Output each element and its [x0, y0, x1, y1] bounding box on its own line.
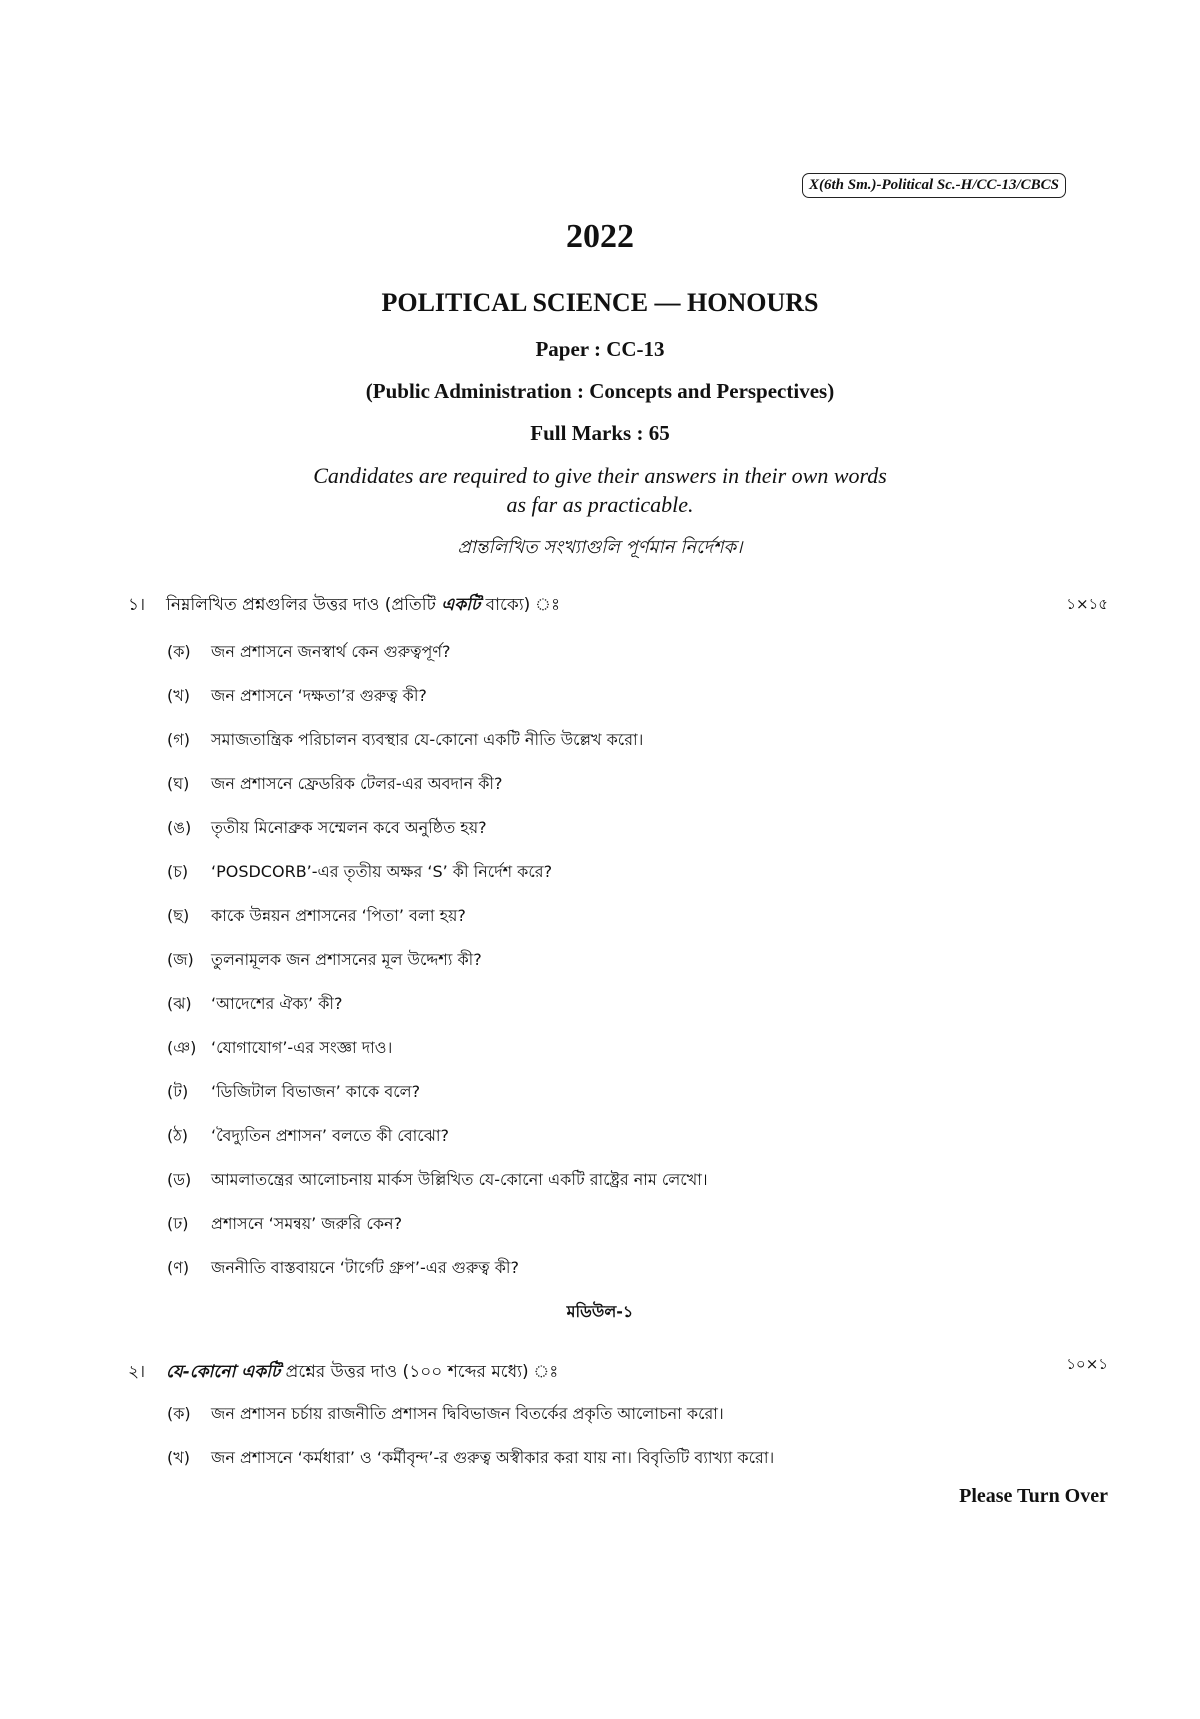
instruction-line-1: Candidates are required to give their answers in their own words — [313, 463, 887, 488]
q1-item-text: জন প্রশাসনে ‘দক্ষতা’র গুরুত্ব কী? — [211, 686, 427, 705]
q1-item-text: ‘ডিজিটাল বিভাজন’ কাকে বলে? — [211, 1082, 421, 1101]
q1-item-label: (গ) — [167, 730, 190, 749]
q1-item-label: (চ) — [167, 862, 189, 881]
q2-item-text: জন প্রশাসন চর্চায় রাজনীতি প্রশাসন দ্বিবিভাজন বিতর্কের প্রকৃতি আলোচনা করো। — [211, 1404, 724, 1423]
q1-item-chha — [167, 903, 466, 930]
subject-title: POLITICAL SCIENCE — HONOURS — [381, 288, 819, 317]
q1-item-label: (ছ) — [167, 906, 190, 925]
question-1-heading — [128, 592, 560, 620]
question-2-marks: ১০×১ — [1066, 1355, 1108, 1373]
paper-code-box: X(6th Sm.)-Political Sc.-H/CC-13/CBCS — [802, 173, 1066, 198]
q1-item-label: (ক) — [167, 642, 191, 661]
q1-item-kha — [167, 683, 427, 710]
q2-item-text: জন প্রশাসনে ‘কর্মধারা’ ও ‘কর্মীবৃন্দ’-র গুরুত্ব অস্বীকার করা যায় না। বিবৃতিটি ব্যাখ্যা করো। — [211, 1448, 775, 1467]
q1-item-label: (ঠ) — [167, 1126, 189, 1145]
instruction-line-2: as far as practicable. — [506, 492, 694, 517]
question-2-text-after: প্রশ্নের উত্তর দাও (১০০ শব্দের মধ্যে) ঃ — [280, 1362, 559, 1382]
q2-item-label: (ক) — [167, 1404, 191, 1423]
q1-item-ja — [167, 947, 482, 974]
question-1-number: ১। — [128, 595, 146, 615]
q1-item-text: ‘যোগাযোগ’-এর সংজ্ঞা দাও। — [211, 1038, 393, 1057]
q1-item-text: জননীতি বাস্তবায়নে ‘টার্গেট গ্রুপ’-এর গুরুত্ব কী? — [211, 1258, 519, 1277]
exam-year: 2022 — [566, 218, 634, 255]
q1-item-label: (ড) — [167, 1170, 192, 1189]
paper-title: (Public Administration : Concepts and Perspectives) — [365, 379, 835, 403]
question-1-marks: ১×১৫ — [1066, 595, 1108, 613]
q1-item-text: ‘বৈদ্যুতিন প্রশাসন’ বলতে কী বোঝো? — [211, 1126, 449, 1145]
q1-item-text: সমাজতান্ত্রিক পরিচালন ব্যবস্থার যে-কোনো একটি নীতি উল্লেখ করো। — [211, 730, 644, 749]
q1-item-cha — [167, 859, 552, 886]
q2-item-kha — [167, 1445, 774, 1472]
q1-item-label: (জ) — [167, 950, 194, 969]
q1-item-label: (ঘ) — [167, 774, 190, 793]
q1-item-tha — [167, 1123, 449, 1150]
q1-item-label: (ঞ) — [167, 1038, 197, 1057]
question-1-text-bold: একটি — [441, 595, 481, 615]
q1-item-na — [167, 1255, 519, 1282]
question-2-heading — [128, 1359, 558, 1387]
please-turn-over: Please Turn Over — [959, 1485, 1108, 1507]
q1-item-text: ‘আদেশের ঐক্য’ কী? — [211, 994, 343, 1013]
paper-label: Paper : CC-13 — [535, 337, 665, 361]
q1-item-text: প্রশাসনে ‘সমন্বয়’ জরুরি কেন? — [211, 1214, 403, 1233]
question-2-text-bold: যে-কোনো একটি — [166, 1362, 281, 1382]
q1-item-text: জন প্রশাসনে জনস্বার্থ কেন গুরুত্বপূর্ণ? — [211, 642, 451, 661]
q1-item-label: (ট) — [167, 1082, 189, 1101]
q1-item-text: আমলাতন্ত্রের আলোচনায় মার্কস উল্লিখিত যে-কোনো একটি রাষ্ট্রের নাম লেখো। — [211, 1170, 708, 1189]
q1-item-label: (ঝ) — [167, 994, 192, 1013]
module-heading: মডিউল-১ — [566, 1302, 634, 1321]
q1-item-text: কাকে উন্নয়ন প্রশাসনের ‘পিতা’ বলা হয়? — [211, 906, 466, 925]
q1-item-da — [167, 1167, 708, 1194]
q1-item-uma — [167, 815, 487, 842]
instruction-bengali: প্রান্তলিখিত সংখ্যাগুলি পূর্ণমান নির্দেশক। — [457, 537, 743, 558]
q1-item-text: জন প্রশাসনে ফ্রেডরিক টেলর-এর অবদান কী? — [211, 774, 503, 793]
q2-item-ka — [167, 1401, 724, 1428]
q1-item-text: তুলনামূলক জন প্রশাসনের মূল উদ্দেশ্য কী? — [211, 950, 482, 969]
q1-item-ta — [167, 1079, 420, 1106]
q1-item-label: (ঢ) — [167, 1214, 189, 1233]
q1-item-gha — [167, 771, 502, 798]
question-1-text-before: নিম্নলিখিত প্রশ্নগুলির উত্তর দাও (প্রতিটি — [166, 595, 442, 615]
q1-item-label: (ণ) — [167, 1258, 190, 1277]
q1-item-label: (খ) — [167, 686, 190, 705]
question-1-text-after: বাক্যে) ঃ — [480, 595, 561, 615]
q1-item-nya — [167, 1035, 392, 1062]
q1-item-jha — [167, 991, 343, 1018]
q1-item-dha — [167, 1211, 402, 1238]
q1-item-text: তৃতীয় মিনোব্রুক সম্মেলন কবে অনুষ্ঠিত হয়? — [211, 818, 487, 837]
q2-item-label: (খ) — [167, 1448, 190, 1467]
q1-item-text: ‘POSDCORB’-এর তৃতীয় অক্ষর ‘S’ কী নির্দেশ করে? — [211, 862, 553, 881]
question-2-number: ২। — [128, 1362, 146, 1382]
q1-item-label: (ঙ) — [167, 818, 192, 837]
q1-item-ga — [167, 727, 643, 754]
q1-item-ka — [167, 639, 451, 666]
full-marks: Full Marks : 65 — [530, 421, 670, 445]
